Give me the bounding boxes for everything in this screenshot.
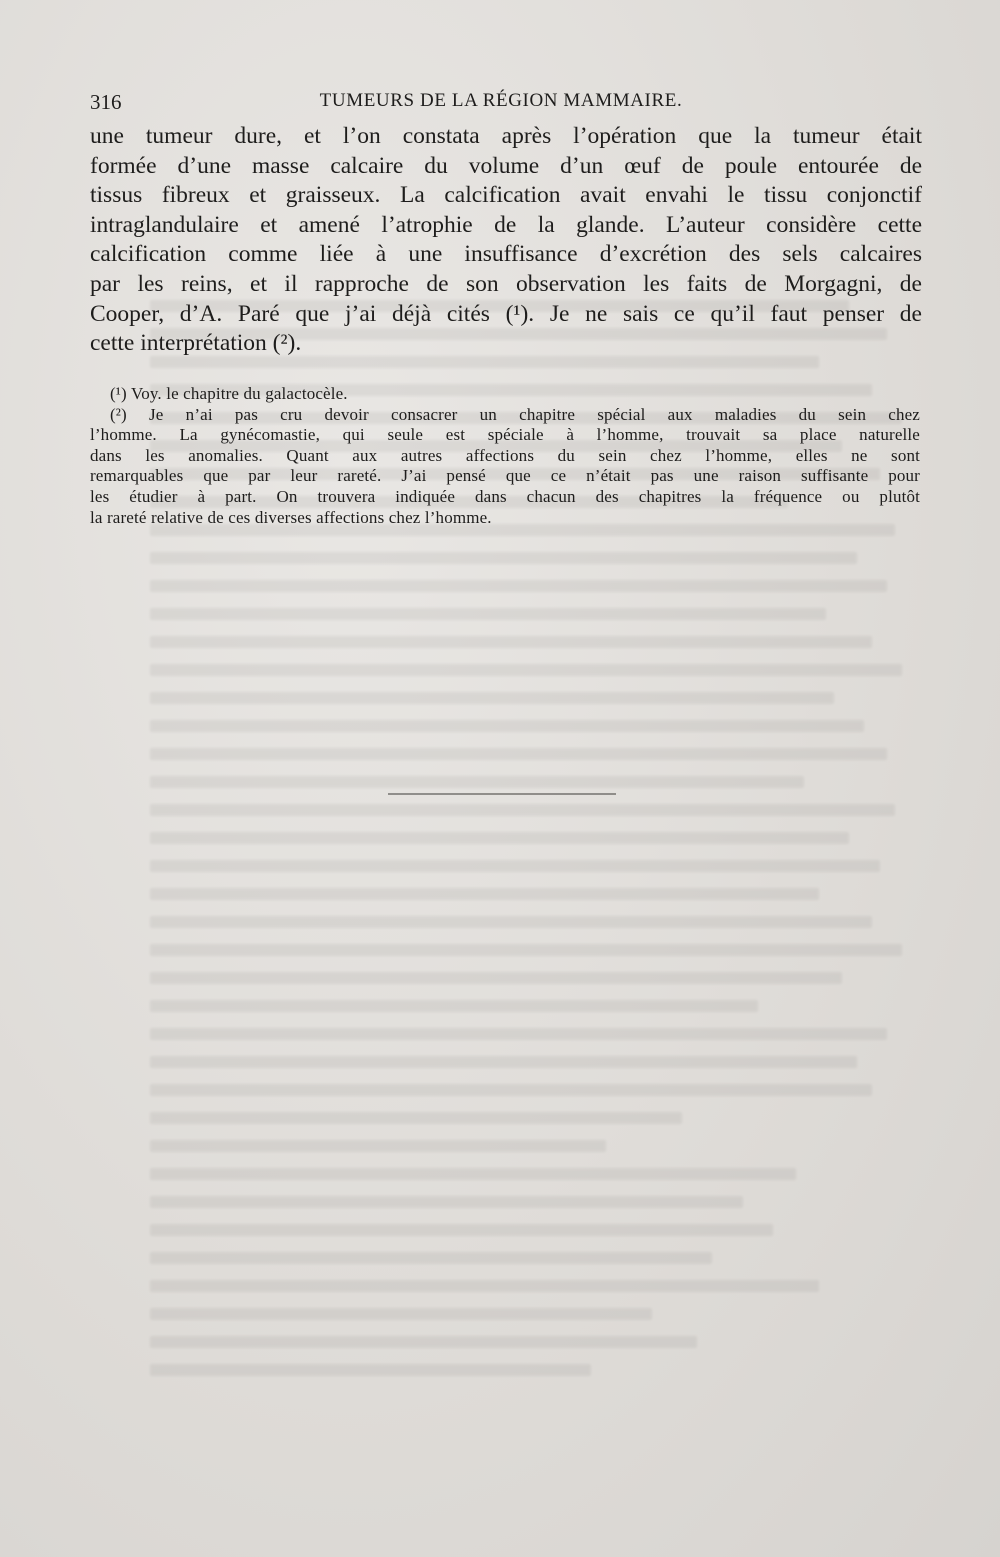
end-rule: [388, 793, 616, 795]
footnote-2-line: (²) Je n’ai pas cru devoir consacrer un chapitre spécial aux maladies du sein chez: [110, 404, 920, 424]
running-title: TUMEURS DE LA RÉGION MAMMAIRE.: [319, 90, 683, 111]
body-line: cette interprétation (²).: [90, 330, 302, 357]
body-line: intraglandulaire et amené l’atrophie de la glande. L’auteur considère cette: [90, 211, 922, 238]
footnote-2-line: dans les anomalies. Quant aux autres affections du sein chez l’homme, elles ne sont: [90, 445, 920, 465]
body-line: formée d’une masse calcaire du volume d’un œuf de poule entourée de: [90, 152, 922, 179]
body-paragraph: [90, 122, 922, 359]
body-line: tissus fibreux et graisseux. La calcification avait envahi le tissu conjonctif: [90, 182, 922, 209]
footnote-2-line: les étudier à part. On trouvera indiquée dans chacun des chapitres la fréquence ou plutôt: [90, 486, 920, 506]
footnote-2-line: remarquables que par leur rareté. J’ai pensé que ce n’était pas une raison suffisante pour: [90, 466, 920, 486]
footnote-1: (¹) Voy. le chapitre du galactocèle.: [110, 384, 348, 403]
body-line: calcification comme liée à une insuffisance d’excrétion des sels calcaires: [90, 241, 922, 268]
page-header: [90, 90, 912, 116]
body-line: une tumeur dure, et l’on constata après l’opération que la tumeur était: [90, 123, 922, 149]
footnote-2-line: la rareté relative de ces diverses affections chez l’homme.: [90, 507, 492, 527]
page-number: 316: [90, 90, 122, 114]
footnotes: [90, 384, 920, 528]
body-line: Cooper, d’A. Paré que j’ai déjà cités (¹). Je ne sais ce qu’il faut penser de: [90, 300, 922, 327]
body-line: par les reins, et il rapproche de son observation les faits de Morgagni, de: [90, 270, 922, 297]
footnote-2-line: l’homme. La gynécomastie, qui seule est spéciale à l’homme, trouvait sa place naturelle: [90, 425, 920, 445]
